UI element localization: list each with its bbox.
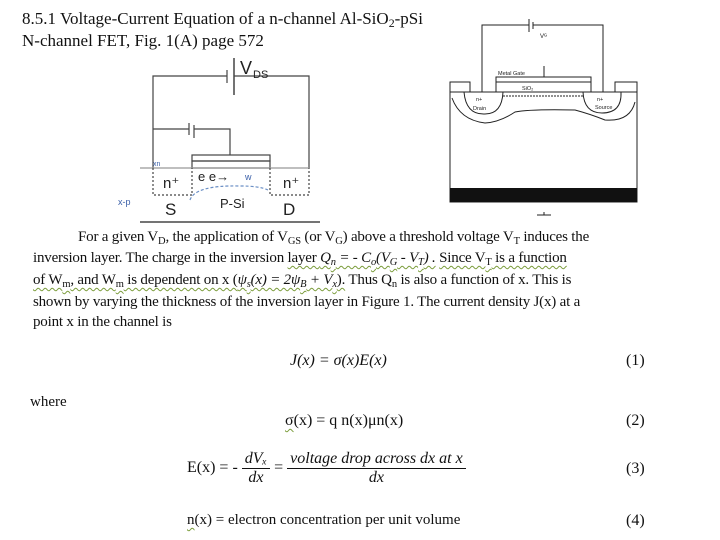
w-label: w xyxy=(245,172,252,182)
subscript: n xyxy=(391,279,397,290)
text-run: induces the xyxy=(519,229,590,245)
text-run: , the application of V xyxy=(165,229,288,245)
text-run: Thus Q xyxy=(345,272,392,288)
xp-label: x-p xyxy=(118,197,131,207)
subscript: B xyxy=(300,279,307,290)
source-label: Source xyxy=(595,105,613,111)
mosfet-sketch-figure xyxy=(100,50,380,225)
text-run: point x in the channel is xyxy=(33,314,172,330)
text-run: (or V xyxy=(300,229,336,245)
text-run: ) above a threshold voltage V xyxy=(342,229,514,245)
text-run: For a given V xyxy=(78,229,159,245)
text-run: shown by varying the thickness of the inversion layer in Figure 1. The current density J(x) at a xyxy=(33,294,581,310)
vds-label: V xyxy=(240,58,253,78)
fraction: $\frac{\text{voltage drop across dx at x}}{dx}$ xyxy=(287,450,466,487)
electrons-label: e e→ xyxy=(198,169,230,184)
oxide-layer xyxy=(496,82,591,92)
title-line-1: 8.5.1 Voltage-Current Equation of a n-channel Al-SiO$_2$-pSi xyxy=(22,9,423,30)
equation-2-number: (2) xyxy=(626,412,645,429)
gate-metal xyxy=(192,155,270,161)
wire xyxy=(153,76,227,168)
equation-1: J(x) = σ(x)E(x) xyxy=(290,352,387,369)
mosfet-cross-section-figure xyxy=(440,10,680,220)
wire xyxy=(234,76,309,168)
subscript: T xyxy=(418,257,424,268)
metal-gate-label: Metal Gate xyxy=(498,71,525,77)
subscript: G xyxy=(335,236,343,247)
n-plus-right: n⁺ xyxy=(283,175,300,192)
drain-label: Drain xyxy=(473,106,487,112)
back-contact xyxy=(450,188,637,202)
metal-gate xyxy=(496,77,591,82)
text-run: - V xyxy=(397,250,419,266)
paragraph-line xyxy=(33,294,580,311)
subscript: D xyxy=(158,236,166,247)
subscript: T xyxy=(485,257,492,268)
slide-title xyxy=(22,8,423,52)
equation-2: σ(x) = q n(x)μn(x) xyxy=(285,412,404,429)
equation-4-number: (4) xyxy=(626,512,645,529)
svg-text:DS: DS xyxy=(253,69,269,81)
text-run: inversion layer. The charge in the inversion xyxy=(33,250,288,266)
subscript: T xyxy=(513,236,520,247)
text-run: ) . xyxy=(423,250,436,266)
drain-label: D xyxy=(283,200,296,219)
text-run: ψ xyxy=(237,272,247,288)
paragraph-line xyxy=(33,272,571,289)
subscript: G xyxy=(389,257,398,268)
subscript: x xyxy=(332,279,337,290)
subscript: s xyxy=(246,279,251,290)
text-run: (V xyxy=(376,250,390,266)
paragraph-line xyxy=(33,314,172,331)
text-run: is a function xyxy=(491,250,567,266)
text-run: = - C xyxy=(335,250,371,266)
text-run: is also a function of x. This is xyxy=(396,272,572,288)
vg-label: Vᴳ xyxy=(540,34,547,40)
equation-4: n(x) = electron concentration per unit volume xyxy=(187,512,461,528)
text-run: Q xyxy=(320,250,331,266)
text-run: + V xyxy=(306,272,333,288)
text-run: layer xyxy=(287,250,321,266)
svg-text:n+: n+ xyxy=(597,97,604,103)
text-run: , and W xyxy=(70,272,116,288)
substrate-label: P-Si xyxy=(220,196,245,211)
paragraph-line xyxy=(33,250,567,267)
subscript: m xyxy=(62,279,71,290)
gate-oxide xyxy=(192,161,270,168)
n-plus-left: n⁺ xyxy=(163,175,180,192)
xn-label: xn xyxy=(153,161,161,168)
svg-text:n+: n+ xyxy=(476,97,483,103)
source-label: S xyxy=(165,200,177,219)
equation-1-number: (1) xyxy=(626,352,645,369)
equation-3-number: (3) xyxy=(626,460,645,477)
text-run: is dependent on x ( xyxy=(123,272,238,288)
fraction: $\frac{\text{dVₓ}}{dx}$ xyxy=(242,450,270,487)
paragraph-line xyxy=(78,229,589,246)
where-label: where xyxy=(30,394,67,410)
oxide-label: SiO₂ xyxy=(522,86,534,92)
title-line-2: N-channel FET, Fig. 1(A) page 572 xyxy=(22,31,264,50)
subscript: m xyxy=(115,279,124,290)
text-run: (x) = 2ψ xyxy=(250,272,301,288)
subscript: GS xyxy=(287,236,301,247)
equation-3: E(x) = - $\frac{\text{dVₓ}}{dx}$ = $\frac{\text{voltage drop across dx at x}}{dx}$ xyxy=(187,450,466,487)
text-run: ). xyxy=(336,272,346,288)
text-run: Since V xyxy=(439,250,486,266)
subscript: n xyxy=(330,257,336,268)
text-run: of W xyxy=(33,272,63,288)
subscript: o xyxy=(370,257,377,268)
